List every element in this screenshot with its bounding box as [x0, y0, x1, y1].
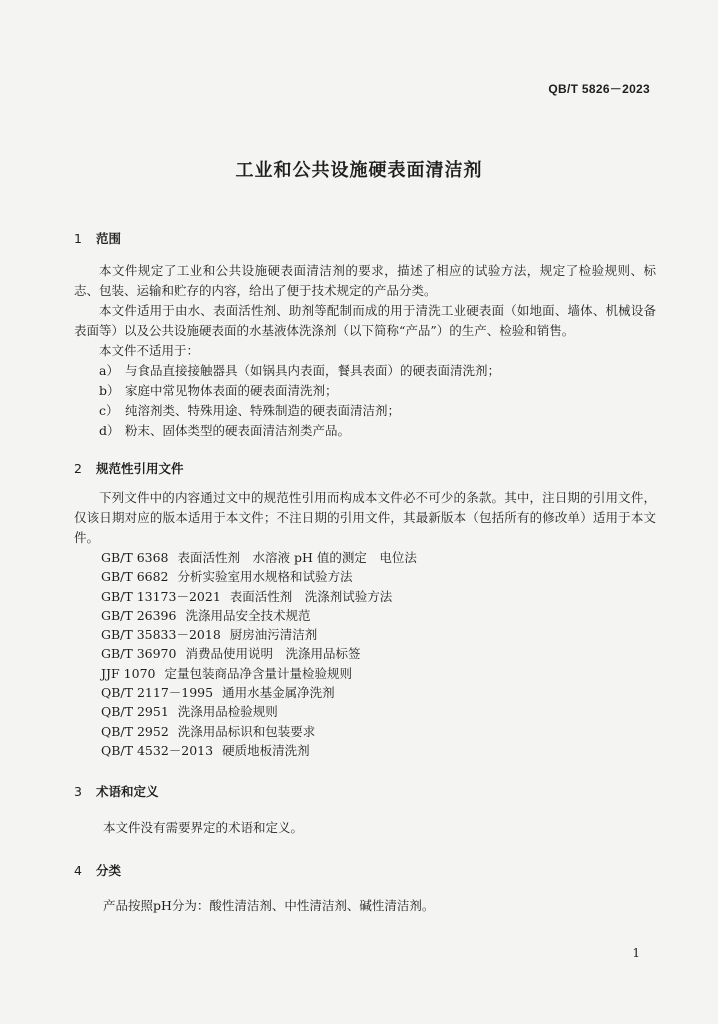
reference-list: [101, 548, 417, 760]
list-item: [99, 401, 400, 421]
reference-row: [101, 606, 417, 625]
list-item: [99, 381, 338, 401]
section-1-paragraph-2: 本文件适用于由水、表面活性剂、助剂等配制而成的用于清洗工业硬表面（如地面、墙体、机械设备表面等）以及公共设施硬表面的水基液体洗涤剂（以下简称“产品”）的生产、检验和销售。: [74, 303, 656, 338]
reference-row: [101, 644, 417, 663]
section-3-text: 本文件没有需要界定的术语和定义。: [103, 820, 304, 835]
section-1-paragraph-3: 本文件不适用于：: [99, 343, 200, 358]
reference-row: [101, 683, 417, 702]
list-item: [99, 421, 350, 441]
reference-title: 洗涤用品标识和包装要求: [177, 723, 316, 739]
reference-row: [101, 741, 417, 760]
section-2-number: 2: [74, 461, 82, 476]
reference-code: GB/T 35833－2018: [101, 627, 221, 643]
reference-title: 洗涤用品安全技术规范: [185, 607, 311, 623]
reference-row: [101, 567, 417, 586]
reference-code: GB/T 6368: [101, 550, 169, 565]
section-3-title: 术语和定义: [96, 784, 159, 799]
section-2-title: 规范性引用文件: [96, 461, 184, 476]
list-item-text: 粉末、固体类型的硬表面清洁剂类产品。: [125, 423, 351, 438]
reference-code: QB/T 2117－1995: [101, 685, 214, 701]
section-1-paragraph-1: 本文件规定了工业和公共设施硬表面清洁剂的要求，描述了相应的试验方法，规定了检验规则、标志、包装、运输和贮存的内容，给出了便于技术规定的产品分类。: [74, 263, 656, 298]
reference-code: QB/T 4532－2013: [101, 742, 214, 758]
reference-code: JJF 1070: [101, 665, 156, 681]
document-title: 工业和公共设施硬表面清洁剂: [235, 160, 483, 181]
reference-code: GB/T 36970: [101, 646, 177, 662]
section-4-text: 产品按照pH分为：酸性清洁剂、中性清洁剂、碱性清洁剂。: [103, 898, 435, 913]
reference-title: 分析实验室用水规格和试验方法: [177, 569, 353, 585]
list-item-mark: a）: [99, 363, 119, 378]
reference-title: 表面活性剂 水溶液 pH 值的测定 电位法: [177, 550, 417, 565]
reference-row: [101, 702, 417, 721]
list-item-mark: b）: [99, 383, 120, 398]
reference-title: 定量包装商品净含量计量检验规则: [164, 665, 352, 681]
reference-code: GB/T 26396: [101, 607, 177, 623]
reference-title: 通用水基金属净洗剂: [222, 685, 335, 701]
section-1-title: 范围: [96, 231, 122, 246]
reference-title: 消费品使用说明 洗涤用品标签: [185, 646, 361, 662]
section-4-heading: [74, 861, 121, 879]
reference-code: QB/T 2951: [101, 704, 169, 720]
section-2-heading: [74, 459, 184, 477]
list-item-text: 与食品直接接触器具（如锅具内表面，餐具表面）的硬表面清洗剂；: [125, 363, 501, 378]
page-number: 1: [632, 946, 640, 960]
reference-row: [101, 722, 417, 741]
reference-title: 洗涤用品检验规则: [177, 704, 278, 720]
reference-title: 硬质地板清洗剂: [222, 742, 310, 758]
standard-code: QB/T 5826－2023: [548, 82, 650, 96]
reference-code: GB/T 13173－2021: [101, 588, 221, 604]
section-1-number: 1: [74, 231, 82, 246]
section-4-title: 分类: [96, 863, 122, 878]
list-item-text: 纯溶剂类、特殊用途、特殊制造的硬表面清洁剂；: [125, 403, 401, 418]
list-item: [99, 361, 500, 381]
section-3-heading: [74, 782, 159, 800]
reference-title: 表面活性剂 洗涤剂试验方法: [229, 588, 393, 604]
list-item-mark: c）: [99, 403, 119, 418]
section-3-number: 3: [74, 784, 82, 799]
list-item-mark: d）: [99, 423, 120, 438]
section-2-intro: 下列文件中的内容通过文中的规范性引用而构成本文件必不可少的条款。其中，注日期的引用文件，仅该日期对应的版本适用于本文件；不注日期的引用文件，其最新版本（包括所有的修改单）适用于本文件。: [74, 490, 656, 545]
section-4-number: 4: [74, 863, 82, 878]
reference-row: [101, 587, 417, 606]
reference-row: [101, 664, 417, 683]
reference-code: GB/T 6682: [101, 569, 169, 585]
reference-code: QB/T 2952: [101, 723, 169, 739]
section-1-heading: [74, 229, 121, 247]
list-item-text: 家庭中常见物体表面的硬表面清洗剂；: [125, 383, 338, 398]
reference-row: [101, 625, 417, 644]
reference-title: 厨房油污清洁剂: [229, 627, 318, 643]
reference-row: [101, 548, 417, 567]
